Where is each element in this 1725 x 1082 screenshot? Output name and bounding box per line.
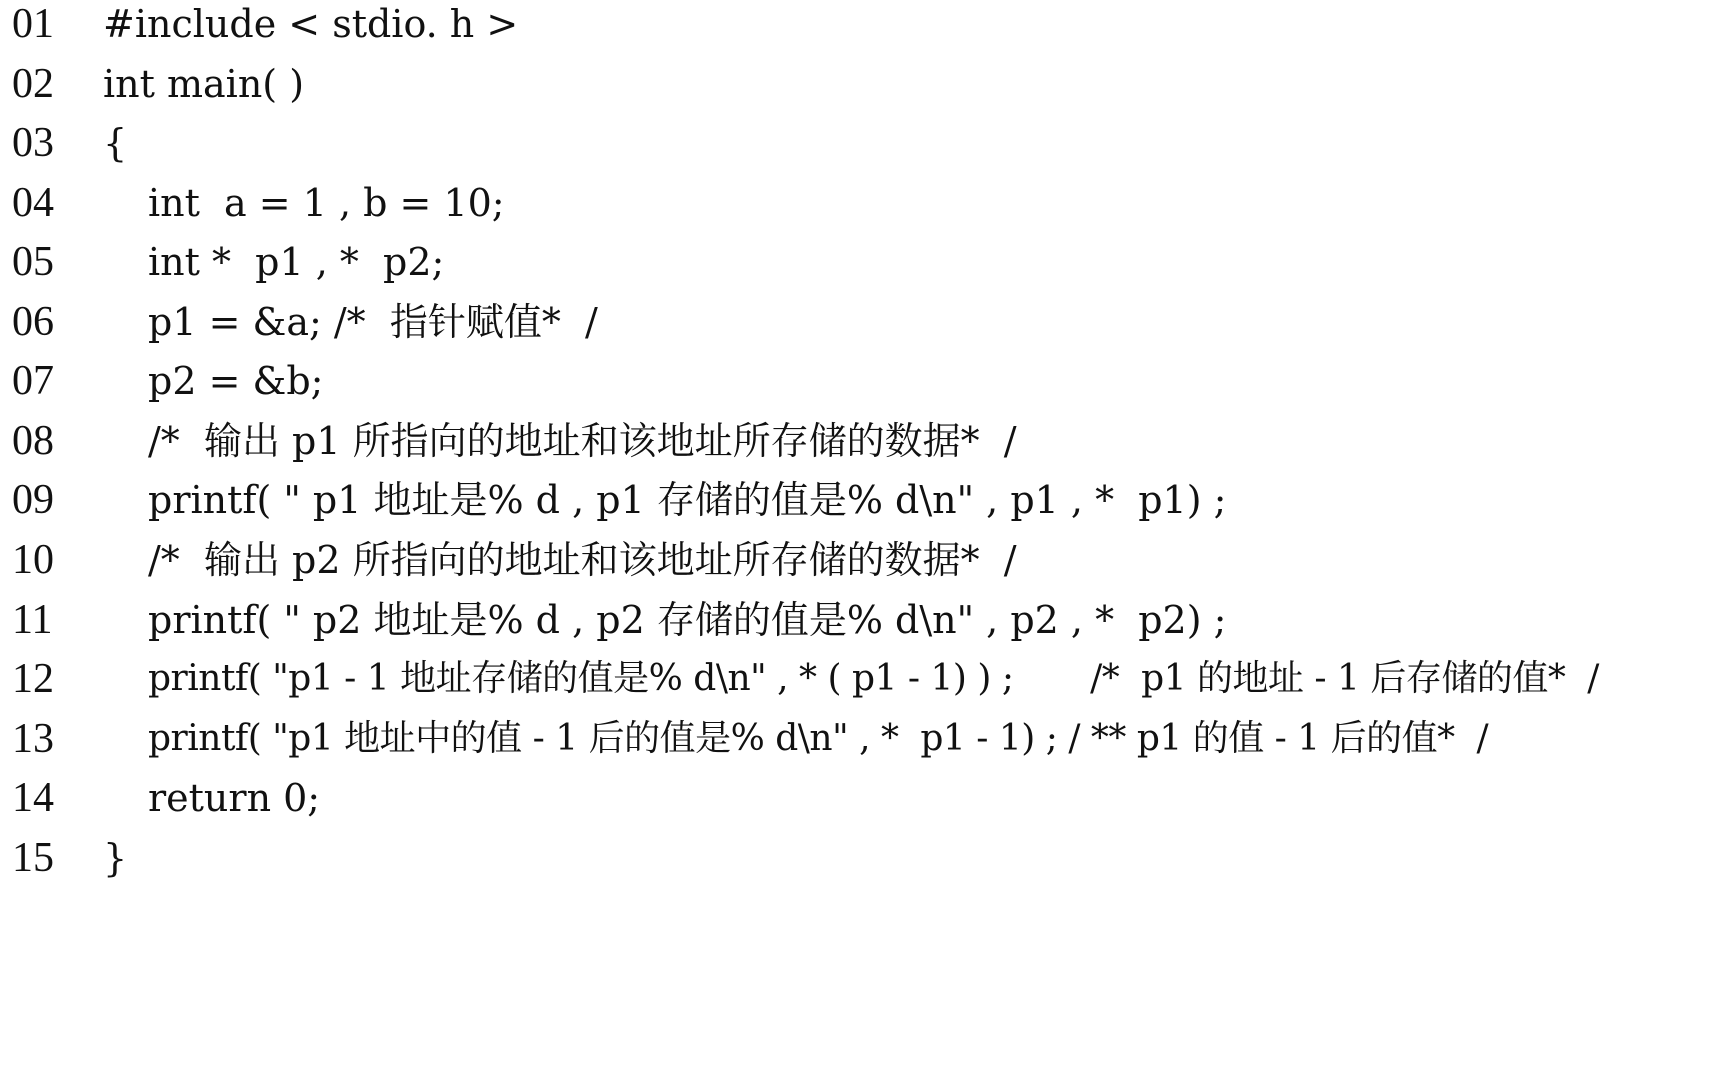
line-code: } <box>103 836 128 880</box>
line-code: p2 = &b; <box>148 359 324 403</box>
line-number: 15 <box>12 835 54 881</box>
line-number: 09 <box>12 477 54 523</box>
line-number: 06 <box>12 299 54 345</box>
line-number: 14 <box>12 775 54 821</box>
line-code: printf( " p1 地址是% d , p1 存储的值是% d\n" , p1 , * p1) ; <box>148 478 1227 522</box>
code-line-03 <box>0 111 128 175</box>
code-line-01 <box>0 0 519 56</box>
line-code: int a = 1 , b = 10; <box>148 181 505 225</box>
code-line-13 <box>0 707 1489 771</box>
line-number: 03 <box>12 120 54 166</box>
line-number: 04 <box>12 180 54 226</box>
line-code: int main( ) <box>103 62 305 106</box>
code-line-06 <box>0 290 598 354</box>
code-line-15 <box>0 826 128 890</box>
line-number: 05 <box>12 239 54 285</box>
code-line-04 <box>0 171 505 235</box>
line-number: 12 <box>12 656 54 702</box>
line-code: #include < stdio. h > <box>103 2 519 46</box>
code-line-10 <box>0 528 1017 592</box>
line-number: 01 <box>12 1 54 47</box>
line-number: 08 <box>12 418 54 464</box>
line-number: 13 <box>12 716 54 762</box>
line-code: p1 = &a; /* 指针赋值* / <box>148 300 598 344</box>
line-number: 10 <box>12 537 54 583</box>
code-line-12 <box>0 647 1599 711</box>
line-code: printf( " p2 地址是% d , p2 存储的值是% d\n" , p2 , * p2) ; <box>148 598 1227 642</box>
line-code: { <box>103 121 128 165</box>
code-line-09 <box>0 468 1227 532</box>
line-code: /* 输出 p2 所指向的地址和该地址所存储的数据* / <box>148 538 1017 582</box>
code-line-02 <box>0 52 305 116</box>
line-code: int * p1 , * p2; <box>148 240 445 284</box>
line-number: 11 <box>12 597 53 643</box>
code-line-08 <box>0 409 1017 473</box>
line-code: return 0; <box>148 776 321 820</box>
line-code: printf( "p1 - 1 地址存储的值是% d\n" , * ( p1 - 1) ) ; /* p1 的地址 - 1 后存储的值* / <box>148 658 1599 699</box>
code-line-14 <box>0 766 321 830</box>
line-number: 02 <box>12 61 54 107</box>
line-code: /* 输出 p1 所指向的地址和该地址所存储的数据* / <box>148 419 1017 463</box>
line-number: 07 <box>12 358 54 404</box>
code-line-11 <box>0 588 1227 652</box>
code-line-07 <box>0 349 324 413</box>
line-code: printf( "p1 地址中的值 - 1 后的值是% d\n" , * p1 - 1) ; / ** p1 的值 - 1 后的值* / <box>148 718 1489 759</box>
code-line-05 <box>0 230 445 294</box>
